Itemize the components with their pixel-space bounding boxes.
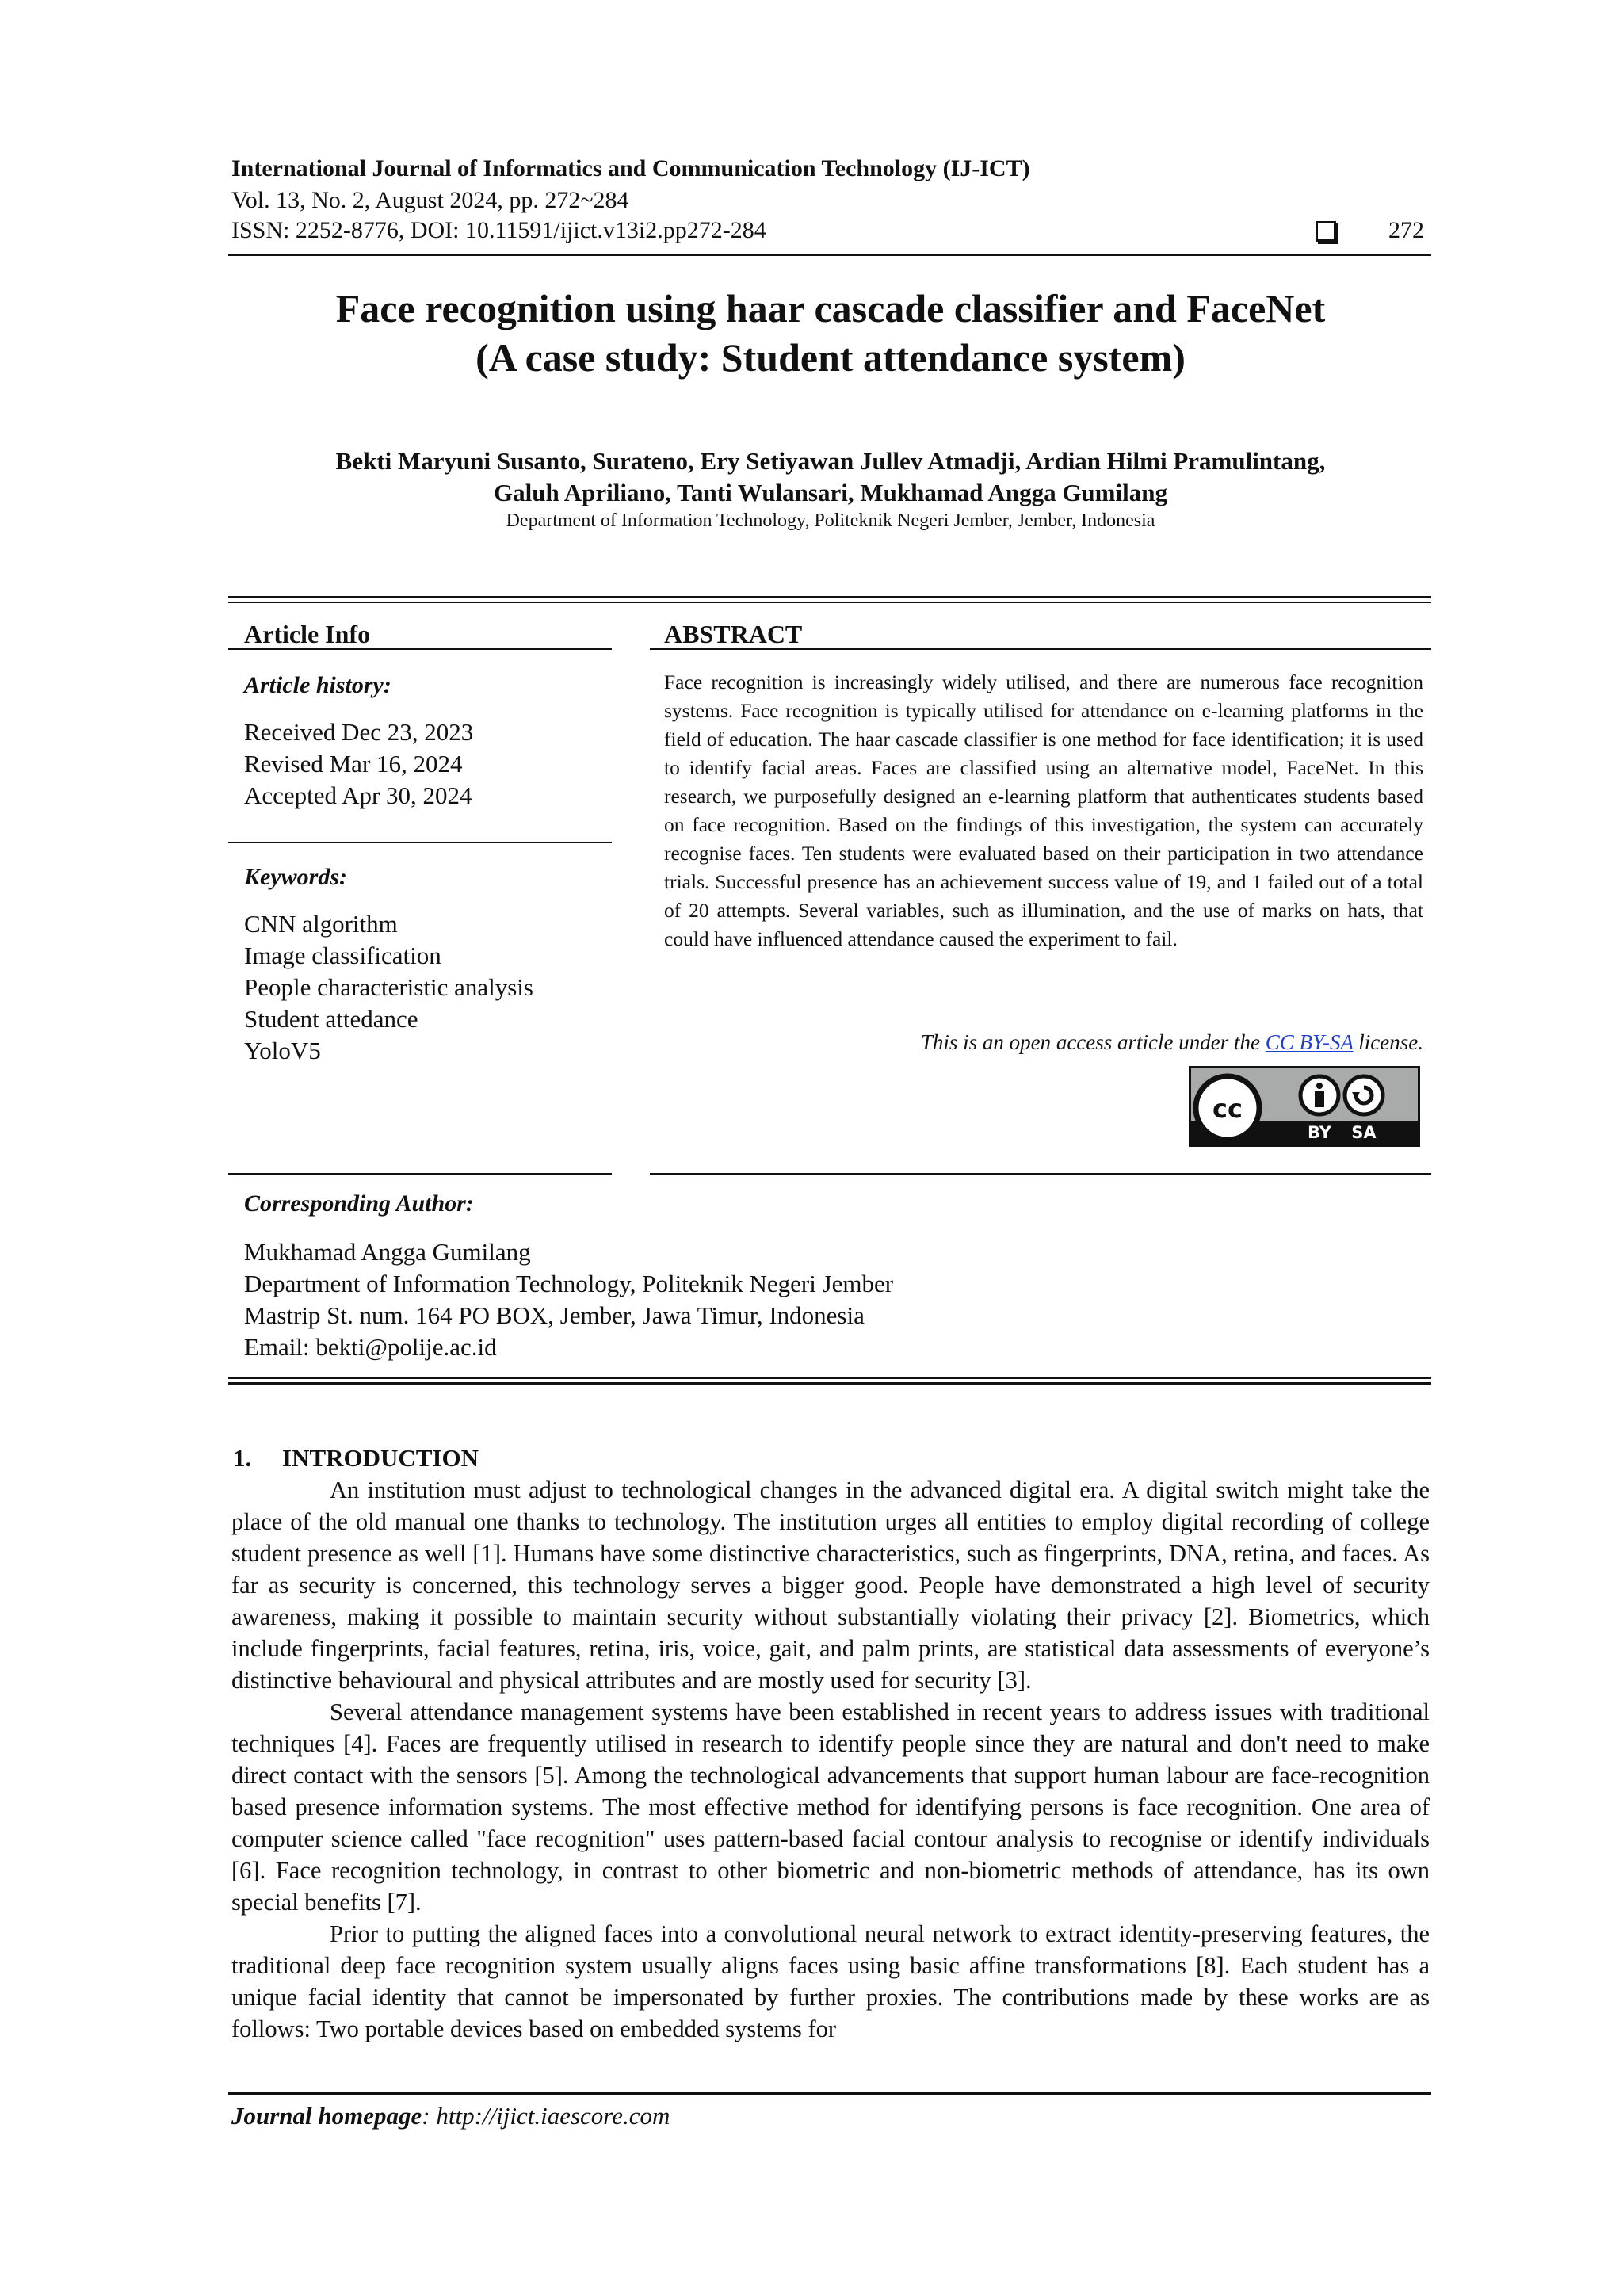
homepage-url[interactable]: http://ijict.iaescore.com xyxy=(436,2102,670,2130)
corresponding-address: Mastrip St. num. 164 PO BOX, Jember, Jawa Timur, Indonesia xyxy=(244,1301,865,1329)
license-link[interactable]: CC BY-SA xyxy=(1265,1030,1354,1054)
infobox-rule-bottom xyxy=(228,1377,1431,1379)
cc-by-sa-badge[interactable] xyxy=(1189,1066,1420,1147)
accepted-date: Accepted Apr 30, 2024 xyxy=(244,781,472,809)
header-rule xyxy=(228,254,1431,256)
page-number: 272 xyxy=(1388,217,1424,243)
corresponding-department: Department of Information Technology, Politeknik Negeri Jember xyxy=(244,1270,894,1297)
section-heading-introduction: 1. INTRODUCTION xyxy=(233,1444,479,1472)
corresponding-heading: Corresponding Author: xyxy=(244,1190,474,1217)
square-bullet-icon xyxy=(1316,221,1336,242)
homepage-label: Journal homepage xyxy=(231,2102,422,2130)
article-info-heading: Article Info xyxy=(244,620,371,648)
cc-icon xyxy=(1191,1068,1418,1144)
footer-rule xyxy=(228,2092,1431,2095)
author-list xyxy=(231,445,1430,509)
abstract-heading: ABSTRACT xyxy=(664,620,803,648)
introduction-body xyxy=(231,1474,1430,2045)
sa-label: SA xyxy=(1351,1123,1377,1142)
homepage-separator: : xyxy=(422,2102,437,2130)
title-line-2: (A case study: Student attendance system) xyxy=(475,335,1186,380)
title-line-1: Face recognition using haar cascade classifier and FaceNet xyxy=(335,286,1326,330)
corresponding-email: Email: bekti@polije.ac.id xyxy=(244,1333,497,1361)
history-list xyxy=(244,716,473,812)
corresponding-name: Mukhamad Angga Gumilang xyxy=(244,1238,531,1266)
authors-line-2: Galuh Apriliano, Tanti Wulansari, Mukhamad Angga Gumilang xyxy=(494,479,1167,506)
keywords-rule xyxy=(228,1173,612,1175)
license-prefix: This is an open access article under the xyxy=(920,1030,1266,1054)
journal-homepage xyxy=(231,2102,670,2130)
issn-line: ISSN: 2252-8776, DOI: 10.11591/ijict.v13i2.pp272-284 xyxy=(231,217,766,243)
paragraph: An institution must adjust to technological changes in the advanced digital era. A digital switch might take the place of the old manual one thanks to technology. The institution urges all entities to employ digital recording of college student presence as well [1]. Humans have some distinctive characteristics, such as fingerprints, DNA, retina, and faces. As far as security is concerned, this technology serves a bigger good. People have demonstrated a high level of security awareness, making it possible to maintain security without substantially violating their privacy [2]. Biometrics, which include fingerprints, facial features, retina, iris, voice, gait, and palm prints, are statistical data assessments of everyone’s distinctive behavioural and physical attributes and are mostly used for security [3]. xyxy=(231,1477,1430,1694)
license-suffix: license. xyxy=(1353,1030,1423,1054)
abstract-rule xyxy=(650,648,1431,650)
affiliation: Department of Information Technology, Politeknik Negeri Jember, Jember, Indonesia xyxy=(506,510,1155,531)
history-heading: Article history: xyxy=(244,672,391,698)
keyword-item: Student attedance xyxy=(244,1005,418,1033)
cc-text: cc xyxy=(1212,1094,1243,1124)
keywords-heading: Keywords: xyxy=(244,864,347,890)
history-rule xyxy=(228,842,612,843)
keyword-item: People characteristic analysis xyxy=(244,973,533,1001)
journal-name: International Journal of Informatics and Communication Technology (IJ-ICT) xyxy=(231,155,1030,181)
volume-line: Vol. 13, No. 2, August 2024, pp. 272~284 xyxy=(231,187,629,213)
authors-line-1: Bekti Maryuni Susanto, Surateno, Ery Setiyawan Jullev Atmadji, Ardian Hilmi Pramulintang, xyxy=(335,447,1326,475)
by-label: BY xyxy=(1307,1123,1332,1142)
license-statement xyxy=(664,1030,1423,1055)
revised-date: Revised Mar 16, 2024 xyxy=(244,750,463,777)
infobox-rule-top xyxy=(228,596,1431,598)
keyword-item: YoloV5 xyxy=(244,1037,321,1064)
keyword-item: Image classification xyxy=(244,942,441,969)
infobox-rule-bottom-2 xyxy=(228,1382,1431,1385)
paragraph: Several attendance management systems have been established in recent years to address issues with traditional techniques [4]. Faces are frequently utilised in research to identify people since they are natural and don't need to make direct contact with the sensors [5]. Among the technological advancements that support human labour are face-recognition based presence information systems. The most effective method for identifying persons is face recognition. One area of computer science called "face recognition" uses pattern-based facial contour analysis to recognise or identify individuals [6]. Face recognition technology, in contrast to other biometric and non-biometric methods of attendance, has its own special benefits [7]. xyxy=(231,1698,1430,1916)
share-alike-icon xyxy=(1345,1076,1383,1114)
abstract-text: Face recognition is increasingly widely utilised, and there are numerous face recognition systems. Face recognition is typically utilised for attendance on e-learning platforms in the field of education. The haar cascade classifier is one method for face identification; it is used to identify facial areas. Faces are classified using an alternative model, FaceNet. In this research, we purposefully designed an e-learning platform that authenticates students based on face recognition. Based on the findings of this investigation, the system can accurately recognise faces. Ten students were evaluated based on their participation in two attendance trials. Successful presence has an achievement success value of 19, and 1 failed out of a total of 20 attempts. Several variables, such as illumination, and the use of marks on hats, that could have influenced attendance caused the experiment to fail. xyxy=(664,670,1423,950)
article-info-rule xyxy=(228,648,612,650)
paper-title xyxy=(231,284,1430,382)
keyword-list xyxy=(244,908,533,1067)
received-date: Received Dec 23, 2023 xyxy=(244,718,474,746)
infobox-rule-top-2 xyxy=(228,602,1431,603)
corresponding-details xyxy=(244,1236,893,1363)
keyword-item: CNN algorithm xyxy=(244,910,398,938)
abstract-bottom-rule xyxy=(650,1173,1431,1175)
paragraph: Prior to putting the aligned faces into a convolutional neural network to extract identity-preserving features, the traditional deep face recognition system usually aligns faces using basic affine transformations [8]. Each student has a unique facial identity that cannot be impersonated by further proxies. The contributions made by these works are as follows: Two portable devices based on embedded systems for xyxy=(231,1920,1430,2042)
